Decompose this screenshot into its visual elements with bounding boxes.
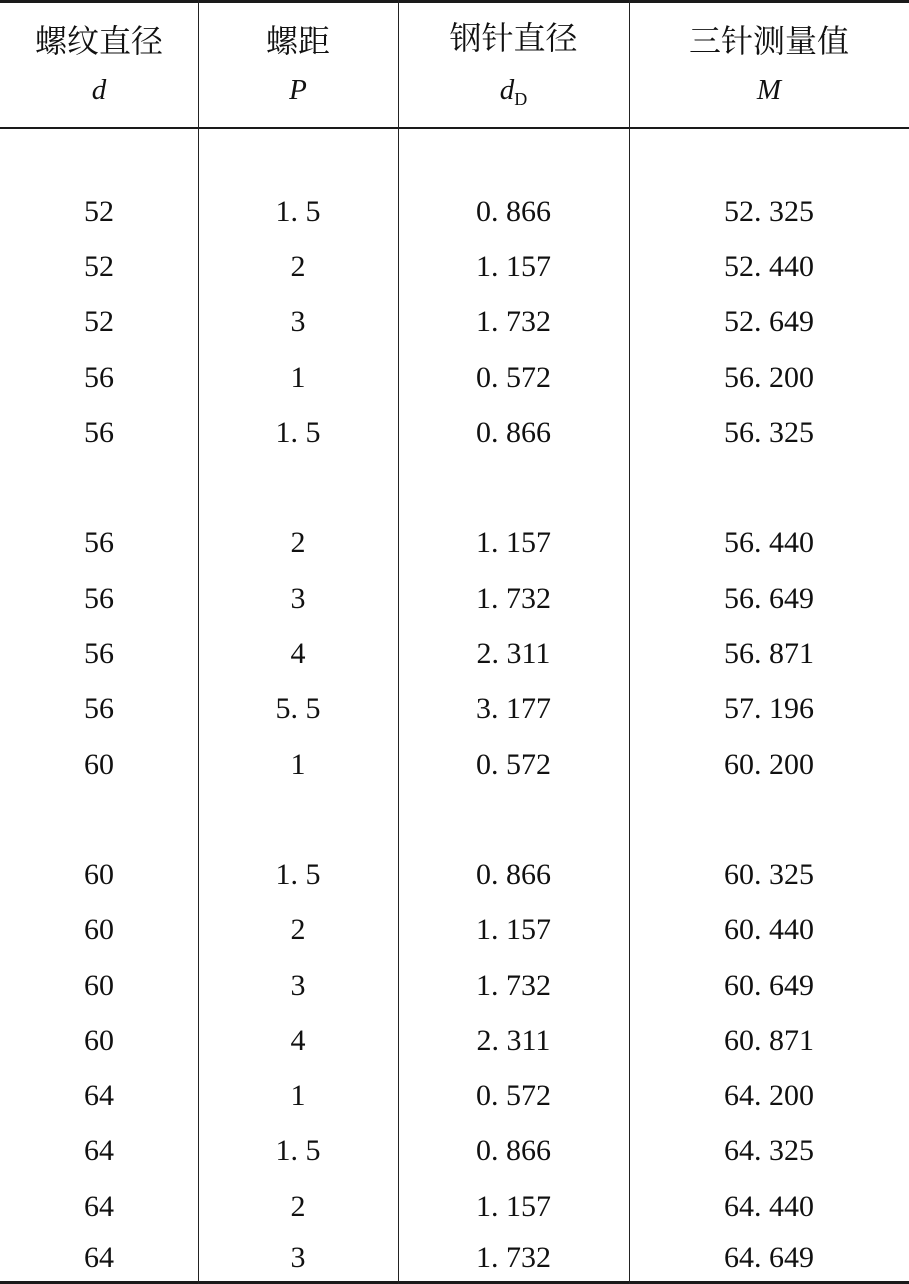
cell-wire-diameter: 1. 732 [476,305,551,339]
cell-measurement: 56. 440 [724,526,814,560]
cell-wire-diameter: 2. 311 [476,637,551,671]
cell-measurement: 60. 649 [724,968,814,1002]
cell-measurement: 56. 649 [724,581,814,615]
cell-measurement: 64. 200 [724,1079,814,1113]
cell-pitch: 3 [290,1240,306,1274]
column-divider [398,0,399,1284]
cell-measurement: 56. 871 [724,637,814,671]
cell-pitch: 3 [290,581,306,615]
cell-measurement: 56. 325 [724,415,814,449]
top-rule [0,0,909,3]
cell-thread-diameter: 60 [84,968,114,1002]
cell-measurement: 56. 200 [724,360,814,394]
header-label: 螺纹直径 [34,23,163,59]
header-thread-diameter [0,3,198,127]
cell-measurement: 60. 200 [724,747,814,781]
cell-pitch: 1. 5 [275,415,321,449]
table-row [0,240,909,295]
cell-thread-diameter: 64 [84,1189,114,1223]
cell-measurement: 60. 440 [724,913,814,947]
table-row [0,350,909,405]
cell-thread-diameter: 64 [84,1240,114,1274]
cell-pitch: 1 [290,1079,306,1113]
row-spacer [0,129,909,184]
column-divider [198,0,199,1284]
table-row [0,626,909,681]
cell-thread-diameter: 56 [84,692,114,726]
cell-wire-diameter: 0. 866 [476,415,551,449]
cell-thread-diameter: 56 [84,415,114,449]
header-rule [0,127,909,129]
header-pitch [198,3,398,127]
cell-pitch: 4 [290,637,306,671]
table-header [0,3,909,127]
table-row [0,1013,909,1068]
cell-measurement: 60. 871 [724,1023,814,1057]
cell-thread-diameter: 56 [84,360,114,394]
cell-pitch: 1. 5 [275,858,321,892]
table-row [0,1069,909,1124]
cell-pitch: 1. 5 [275,194,321,228]
cell-thread-diameter: 52 [84,194,114,228]
cell-wire-diameter: 0. 572 [476,747,551,781]
cell-wire-diameter: 1. 157 [476,526,551,560]
table-row [0,903,909,958]
table-row [0,682,909,737]
cell-thread-diameter: 64 [84,1134,114,1168]
table-row [0,1234,909,1280]
header-symbol: d [91,74,107,106]
cell-measurement: 52. 649 [724,305,814,339]
cell-pitch: 2 [290,1189,306,1223]
cell-thread-diameter: 56 [84,637,114,671]
cell-measurement: 64. 325 [724,1134,814,1168]
header-symbol: d [499,74,515,106]
header-label: 螺距 [265,23,330,59]
cell-thread-diameter: 56 [84,581,114,615]
row-spacer [0,792,909,847]
cell-pitch: 5. 5 [275,692,321,726]
header-label: 三针测量值 [688,23,849,59]
cell-wire-diameter: 0. 866 [476,858,551,892]
cell-pitch: 4 [290,1023,306,1057]
header-label: 钢针直径 [449,20,578,56]
cell-thread-diameter: 52 [84,305,114,339]
cell-wire-diameter: 0. 866 [476,1134,551,1168]
cell-measurement: 64. 440 [724,1189,814,1223]
cell-pitch: 3 [290,968,306,1002]
cell-pitch: 2 [290,913,306,947]
cell-wire-diameter: 1. 157 [476,913,551,947]
cell-wire-diameter: 1. 157 [476,250,551,284]
cell-thread-diameter: 64 [84,1079,114,1113]
table-row [0,295,909,350]
header-symbol: M [756,74,782,106]
cell-wire-diameter: 1. 732 [476,581,551,615]
cell-thread-diameter: 60 [84,747,114,781]
table-row [0,1124,909,1179]
table-row [0,184,909,239]
cell-wire-diameter: 0. 572 [476,360,551,394]
table-row [0,516,909,571]
table-row [0,405,909,460]
header-measurement [629,3,909,127]
header-wire-diameter [398,3,629,127]
cell-wire-diameter: 3. 177 [476,692,551,726]
table-row [0,847,909,902]
table-row [0,1179,909,1234]
cell-wire-diameter: 1. 157 [476,1189,551,1223]
cell-wire-diameter: 0. 572 [476,1079,551,1113]
cell-wire-diameter: 0. 866 [476,194,551,228]
cell-pitch: 3 [290,305,306,339]
cell-thread-diameter: 60 [84,913,114,947]
cell-measurement: 60. 325 [724,858,814,892]
cell-pitch: 2 [290,526,306,560]
cell-wire-diameter: 1. 732 [476,968,551,1002]
cell-thread-diameter: 52 [84,250,114,284]
header-symbol: P [289,74,307,106]
cell-pitch: 1. 5 [275,1134,321,1168]
column-divider [629,0,630,1284]
header-symbol-subscript: D [514,89,528,109]
table-body [0,129,909,1281]
cell-wire-diameter: 1. 732 [476,1240,551,1274]
header-symbol-group [398,71,629,109]
cell-pitch: 1 [290,360,306,394]
cell-measurement: 52. 325 [724,194,814,228]
cell-measurement: 64. 649 [724,1240,814,1274]
cell-measurement: 57. 196 [724,692,814,726]
table-row [0,737,909,792]
table-row [0,571,909,626]
cell-thread-diameter: 60 [84,1023,114,1057]
cell-thread-diameter: 56 [84,526,114,560]
cell-thread-diameter: 60 [84,858,114,892]
table-row [0,958,909,1013]
cell-measurement: 52. 440 [724,250,814,284]
cell-wire-diameter: 2. 311 [476,1023,551,1057]
row-spacer [0,461,909,516]
cell-pitch: 2 [290,250,306,284]
cell-pitch: 1 [290,747,306,781]
